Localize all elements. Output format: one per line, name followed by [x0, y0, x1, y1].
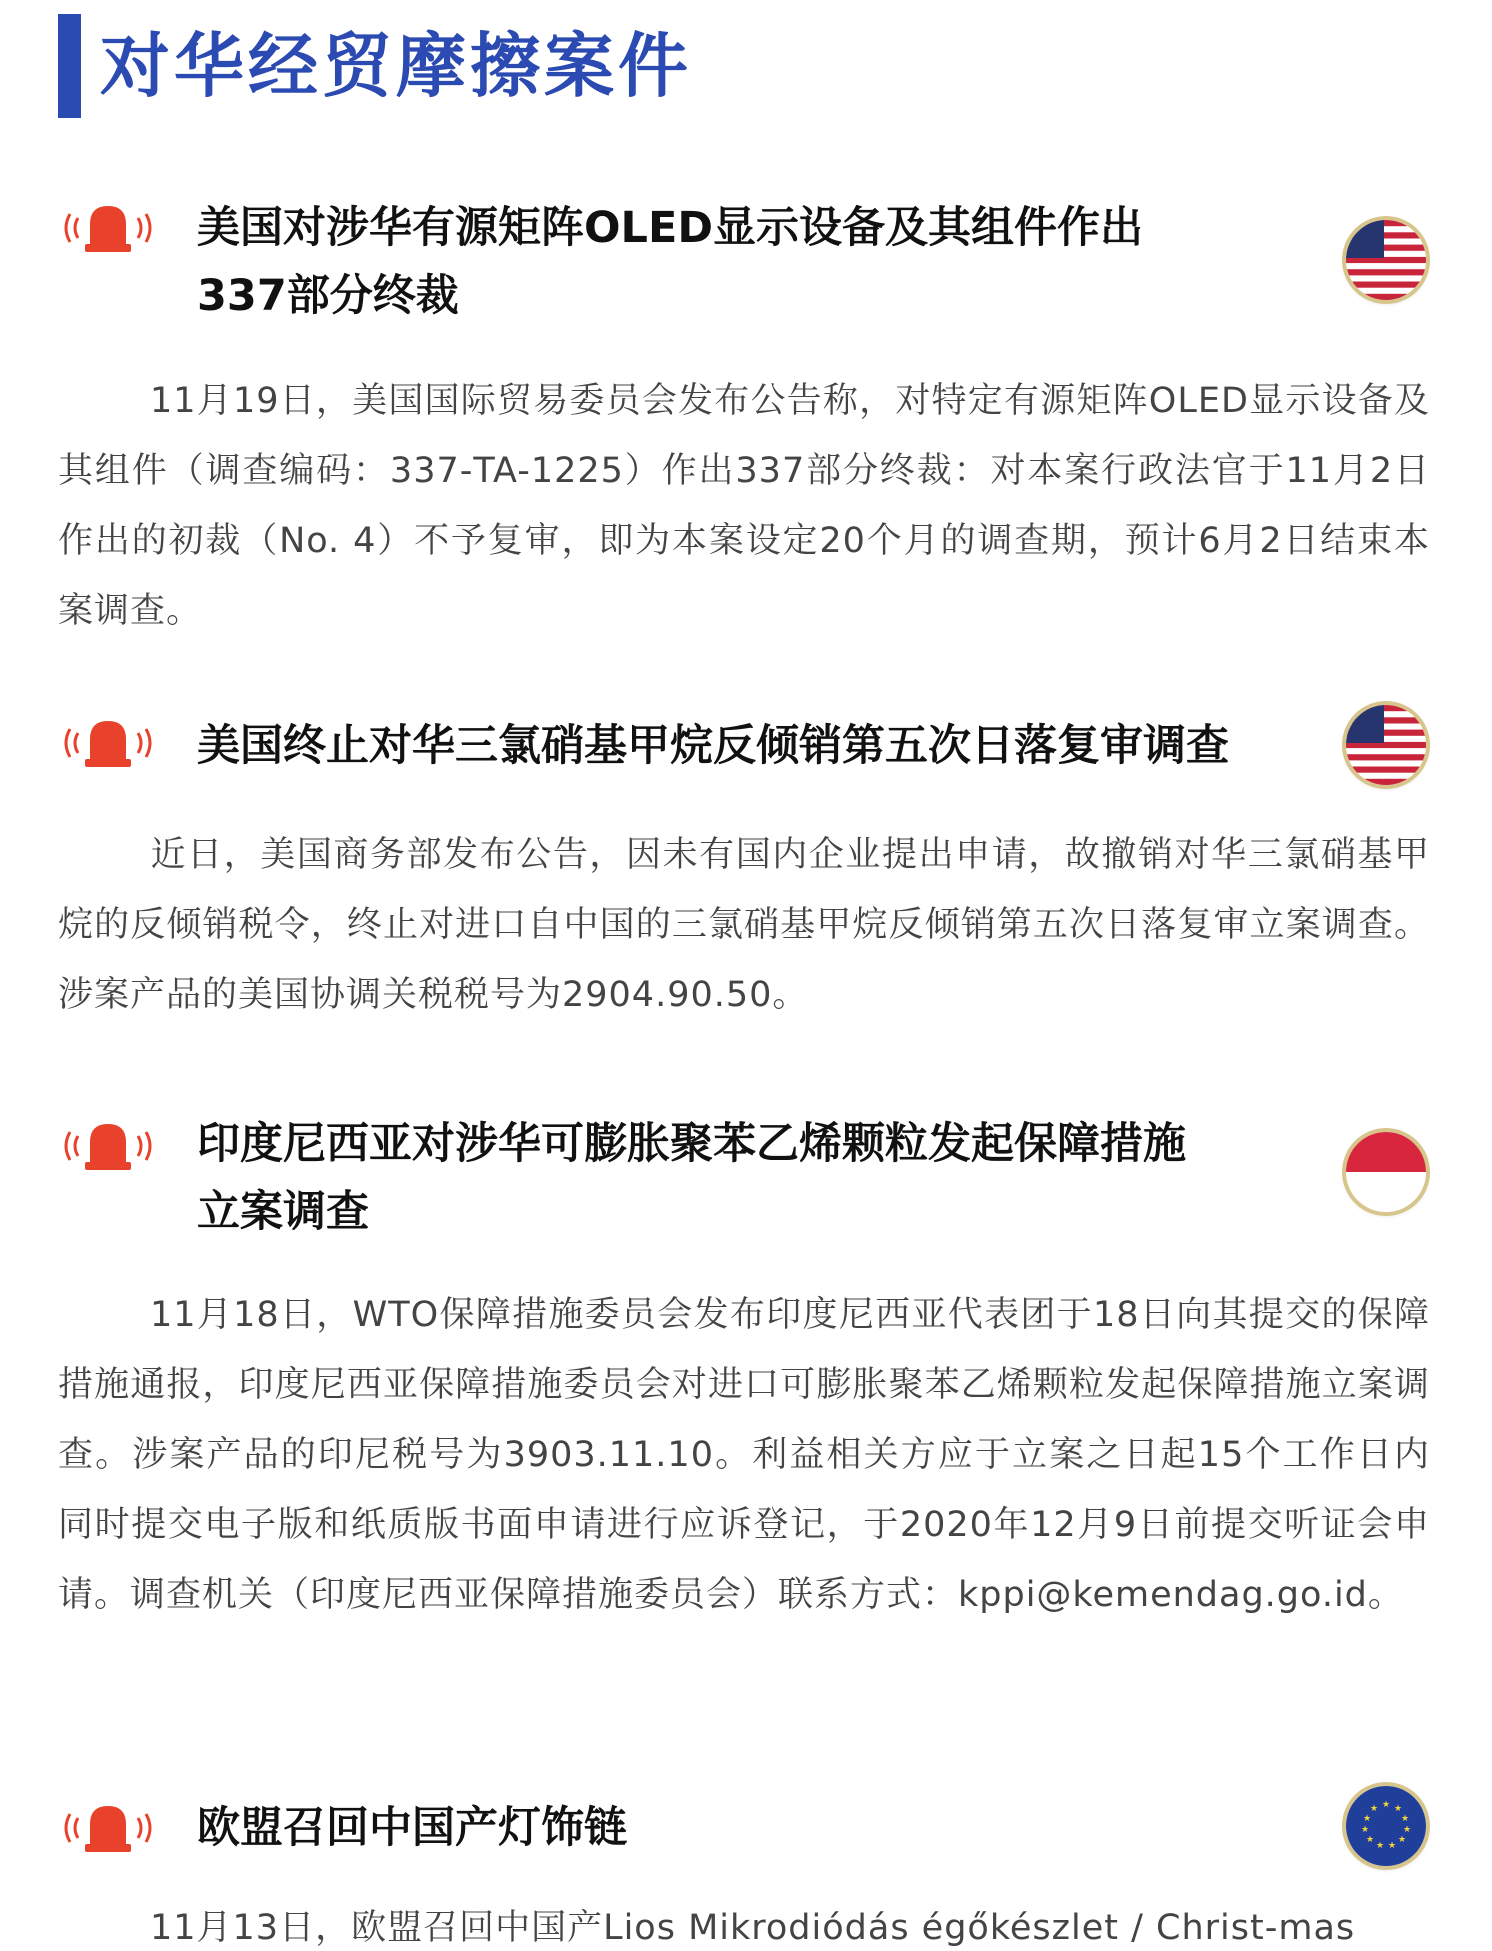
alarm-bell-icon — [58, 200, 158, 256]
alarm-bell-icon — [58, 715, 158, 771]
alarm-bell-icon — [58, 1800, 158, 1856]
svg-text:★: ★ — [1362, 1814, 1372, 1824]
svg-text:★: ★ — [1360, 1825, 1370, 1835]
case-body: 11月19日，美国国际贸易委员会发布公告称，对特定有源矩阵OLED显示设备及其组件（调查编码：337-TA-1225）作出337部分终裁：对本案行政法官于11月2日作出的初裁（No. 4）不予复审，即为本案设定20个月的调查期，预计6月2日结束本案调查。 — [58, 381, 1430, 631]
us-flag-icon — [1346, 220, 1426, 300]
case-body: 11月13日，欧盟召回中国产Lios Mikrodiódás égőkészlet / Christ-mas — [150, 1908, 1356, 1948]
case-title: 欧盟召回中国产灯饰链 — [197, 1803, 627, 1853]
svg-text:★: ★ — [1369, 1804, 1379, 1814]
case-body: 近日，美国商务部发布公告，因未有国内企业提出申请，故撤销对华三氯硝基甲烷的反倾销税令，终止对进口自中国的三氯硝基甲烷反倾销第五次日落复审立案调查。涉案产品的美国协调关税税号为2904.90.50。 — [58, 835, 1430, 1015]
alarm-bell-icon — [58, 1118, 158, 1174]
svg-text:★: ★ — [1387, 1841, 1397, 1851]
us-flag-icon — [1346, 705, 1426, 785]
section-title: 对华经贸摩擦案件 — [100, 25, 692, 107]
case-body: 11月18日，WTO保障措施委员会发布印度尼西亚代表团于18日向其提交的保障措施通报，印度尼西亚保障措施委员会对进口可膨胀聚苯乙烯颗粒发起保障措施立案调查。涉案产品的印尼税号为3903.11.10。利益相关方应于立案之日起15个工作日内同时提交电子版和纸质版书面申请进行应诉登记，于2020年12月9日前提交听证会申请。调查机关（印度尼西亚保障措施委员会）联系方式：kppi@kemendag.go.id。 — [58, 1295, 1430, 1615]
case-title: 美国对涉华有源矩阵OLED显示设备及其组件作出 337部分终裁 — [197, 203, 1144, 321]
case-title: 美国终止对华三氯硝基甲烷反倾销第五次日落复审调查 — [197, 721, 1229, 771]
svg-text:★: ★ — [1402, 1825, 1412, 1835]
svg-text:★: ★ — [1381, 1800, 1391, 1810]
eu-flag-icon — [1346, 1786, 1426, 1866]
svg-text:★: ★ — [1365, 1835, 1375, 1845]
svg-text:★: ★ — [1400, 1814, 1410, 1824]
svg-text:★: ★ — [1393, 1804, 1403, 1814]
case-title: 印度尼西亚对涉华可膨胀聚苯乙烯颗粒发起保障措施 立案调查 — [197, 1119, 1186, 1237]
indonesia-flag-icon — [1346, 1132, 1426, 1212]
svg-text:★: ★ — [1397, 1835, 1407, 1845]
section-accent-bar — [58, 14, 81, 118]
svg-text:★: ★ — [1375, 1841, 1385, 1851]
